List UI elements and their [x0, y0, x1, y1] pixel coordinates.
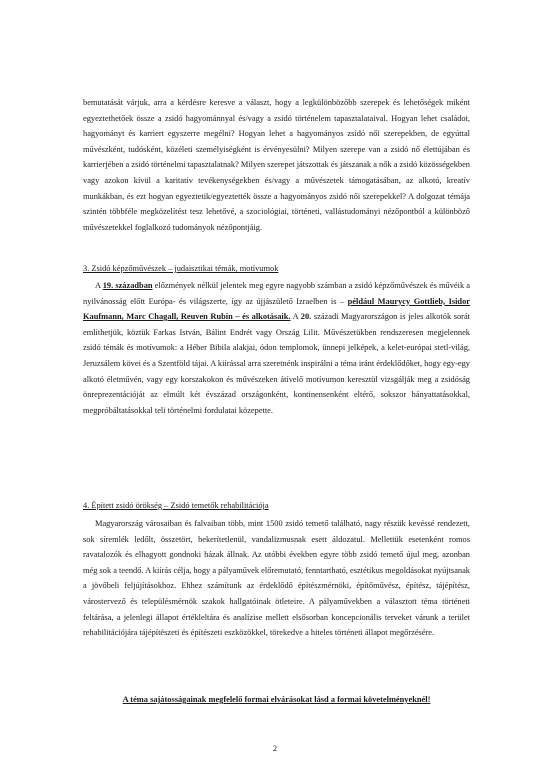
section-4-heading: 4. Épített zsidó örökség – Zsidó temetők rehabilitációja	[83, 501, 269, 510]
section-4-paragraph: Magyarország városaiban és falvaiban több, mint 1500 zsidó temető található, nagy részük kevéssé rendezett, sok síremlék ledőlt, összetört, bekerítetlenül, vandalizmusnak esett áldozatul. Mellettük esetenként romos ravatalozók és elhagyott gondnoki házak állnak. Az utóbbi években egyre több zsidó temető újul meg, azonban még sok a teendő. A kiírás célja, hogy a pályaművek előremutató, fenntartható, esztétikus megoldásokat nyújtsanak a jövőbeli feljújításokhoz. Ehhez számítunk az érdeklődő építészmérnöki, építőművész, építész, tájépítész, várostervező és településmérnök szakok hallgatóinak ötleteire. A pályaművekben a választott téma történeti feltárása, a jelenlegi állapot értékleltára és analízise mellett elsősorban koncepcionális terveket várunk a terület rehabilitációjára tájépítészeti és építészeti eszközökkel, törekedve a hiteles történeti állapot megőrzésére.	[83, 519, 470, 638]
section-3-paragraph: A 19. században előzmények nélkül jelentek meg egyre nagyobb számban a zsidó képzőművészek és művéik a nyilvánosság előtt Európa- és világszerte, így az újjászülető Izraelben is – például Maurycy Gottlieb, Isidor Kaufmann, Marc Chagall, Reuven Rubin – és alkotásaik. A 20. századi Magyarországon is jeles alkotók sorát említhetjük, köztük Farkas István, Bálint Endrét vagy Ország Lilit. Művészetükben rendszeresen megjelennek zsidó témák és motívumok: a Héber Bibila alakjai, ódon templomok, ünnepi jelképek, a kelet-európai stetl-világ, Jeruzsálem kövei és a Szentföld tájai. A kiírással arra szeretnénk inspirálni a téma iránt érdeklődőket, hogy egy-egy alkotó életművén, vagy egy korszakokon és művészeken átívelő motívumon keresztül vizsgálják meg a zsidóság önreprezentációját az elmúlt két évszázad országonként, kontinensenként eltérő, sokszor hányattatásokkal, megpróbáltatásokkal teli történelmi fordulatai közepette.	[83, 281, 470, 415]
section-3-body	[83, 278, 470, 418]
section-3-heading: 3. Zsidó képzőművészek – judaisztikai témák, motívumok	[83, 264, 279, 273]
intro-paragraph-block	[83, 95, 470, 235]
artist-names-emphasis: például Maurycy Gottlieb, Isidor Kaufmann, Marc Chagall, Reuven Rubin – és alkotásaik.	[83, 296, 470, 322]
formal-requirements-note: A téma sajátosságainak megfelelő formai elvárásokat lásd a formai követelményeknél!	[122, 695, 431, 704]
page-number: 2	[272, 744, 278, 753]
century-19-emphasis: 19. században	[102, 281, 153, 290]
section-4-body	[83, 516, 470, 641]
century-20-emphasis: 20.	[300, 312, 312, 322]
intro-paragraph: bemutatását várjuk, arra a kérdésre keresve a választ, hogy a legkülönbözőbb szerepek és lehetőségek miként egyeztethetőek össze a zsidó hagyománnyal és/vagy a zsidó történelem tapasztalataival. Hogyan lehet családot, hagyományt és karriert egyszerre megélni? Hogyan lehet a hagyományos zsidó női szerepekben, de egyúttal művészként, tudósként, közéleti személyiségként is érvényesülni? Milyen szerepe van a zsidó nő élettújában és karrierjében a zsidó történelmi tapasztalatnak? Milyen szerepet játszottak és játszanak a nők a zsidó közösségekben vagy azokon kívül a karitatív tevékenységekben és/vagy a művészetek támogatásában, az alkotó, kreatív munkákban, és ezt hogyan egyeztetik/egyeztették össze a hagyományos zsidó női szerepekkel? A dolgozat témája szintén többféle megközelítést tesz lehetővé, a szociológiai, történeti, vallástudományi nézőpontból a különböző művészetekkel foglalkozó tudományok nézőpontjáig.	[83, 98, 470, 232]
